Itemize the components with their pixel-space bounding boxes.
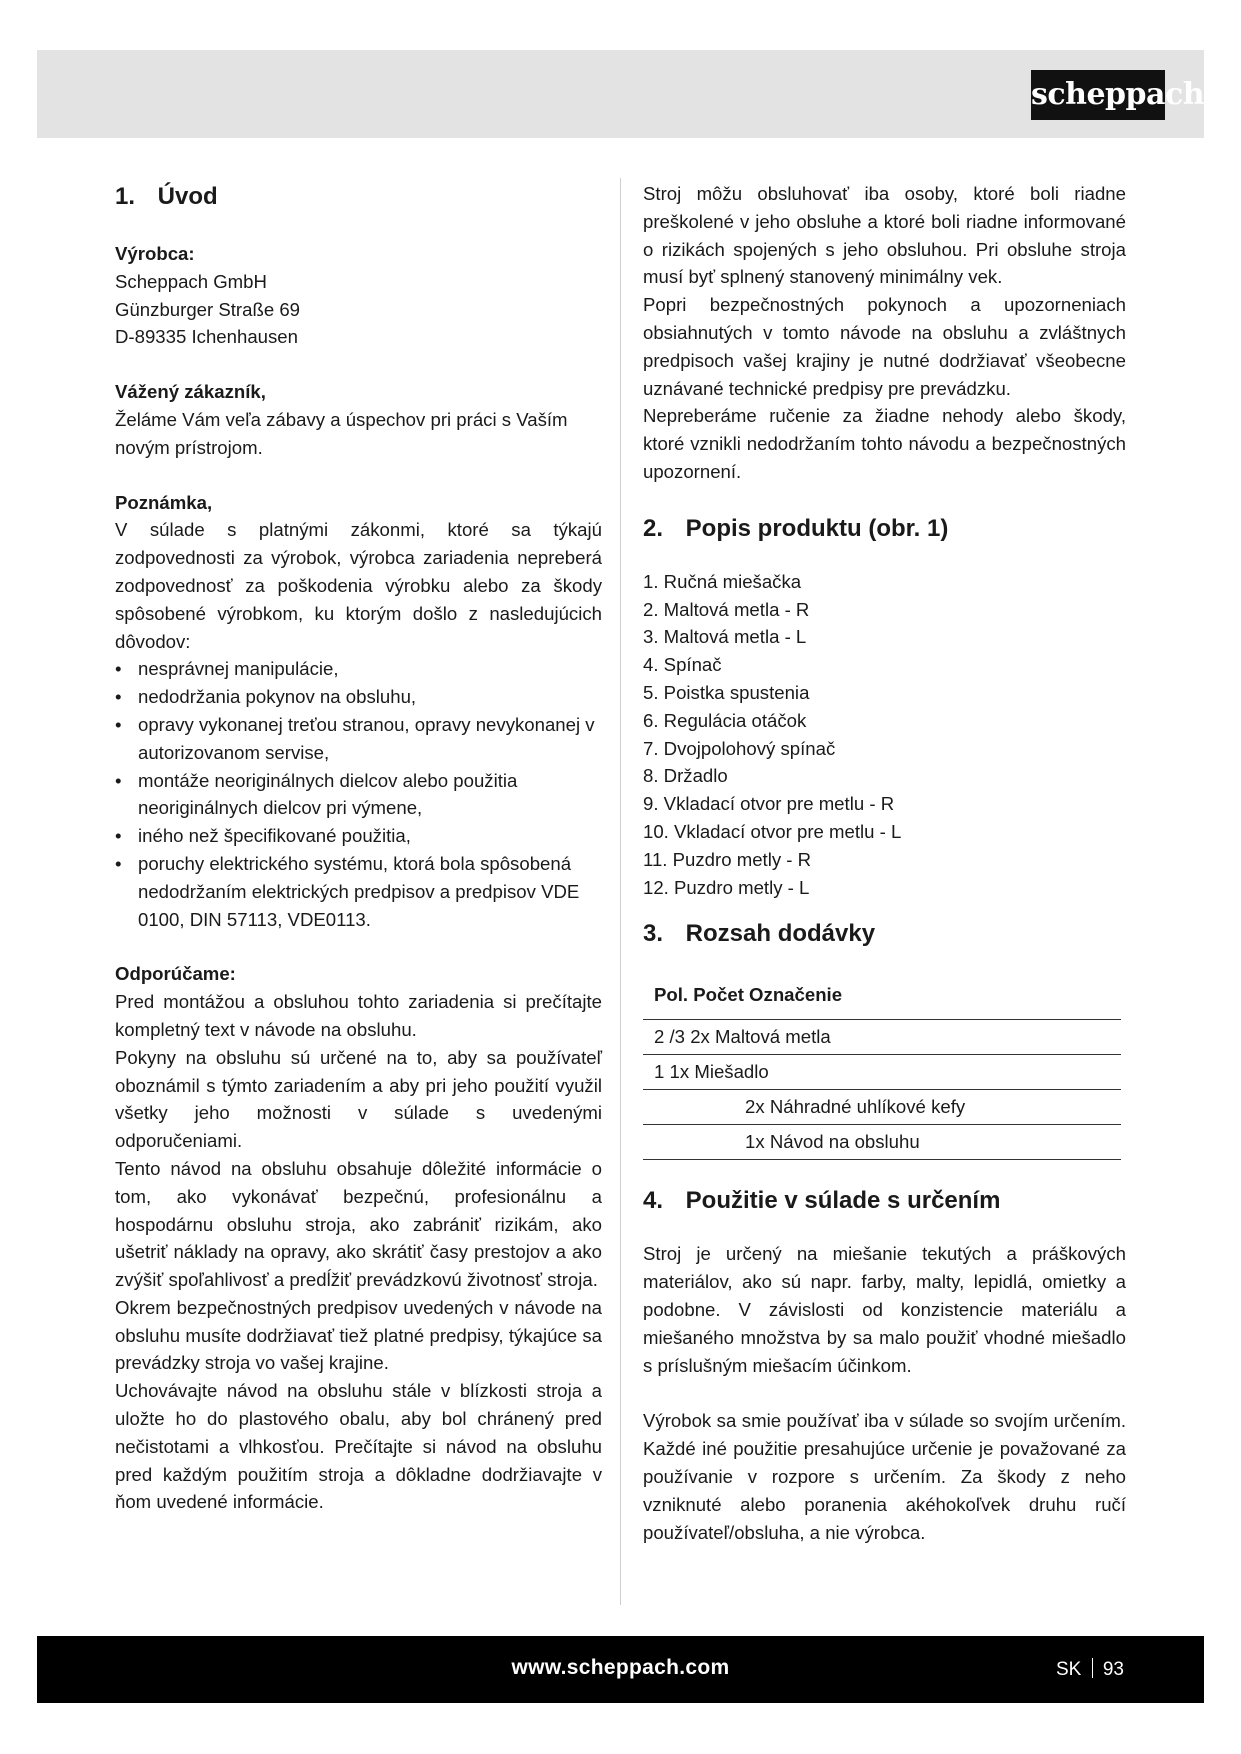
manufacturer-line: Günzburger Straße 69: [115, 298, 301, 320]
list-item: • montáže neoriginálnych dielcov alebo použitia neoriginálnych dielcov pri výmene,: [115, 767, 602, 823]
safety-paragraph: Stroj môžu obsluhovať iba osoby, ktoré boli riadne preškolené v jeho obsluhe a ktoré boli riadne informované o rizikách spojených s jeho obsluhou. Pri obsluhe stroja musí byť splnený stanovený minimálny vek.: [643, 183, 1126, 288]
safety-paragraph: Nepreberáme ručenie za žiadne nehody alebo škody, ktoré vznikli nedodržaním tohto návodu a bezpečnostných upozornení.: [643, 405, 1126, 482]
list-item: 7. Dvojpolohový spínač: [643, 737, 836, 759]
table-cell: [643, 1125, 1121, 1160]
language-code: SK: [1055, 1659, 1082, 1680]
designation-value: Miešadlo: [694, 1061, 769, 1083]
note-text: V súlade s platnými zákonmi, ktoré sa týkajú zodpovednosti za výrobok, výrobca zariadenia nepreberá zodpovednosť za poškodenia výrobku alebo za škody spôsobené výrobkom, ku ktorým došlo z nasledujúcich dôvodov:: [115, 519, 602, 652]
recommend-paragraph: Okrem bezpečnostných predpisov uvedených v návode na obsluhu musíte dodržiavať tiež platné predpisy, týkajúce sa prevádzky stroja vo vašej krajine.: [115, 1296, 602, 1374]
list-item: • nesprávnej manipulácie,: [115, 655, 602, 683]
list-item: 11. Puzdro metly - R: [643, 848, 812, 870]
footer-website-link[interactable]: www.scheppach.com: [511, 1656, 730, 1679]
list-item: 2. Maltová metla - R: [643, 598, 810, 620]
list-item: • nedodržania pokynov na obsluhu,: [115, 683, 602, 711]
count-value: 2x: [690, 1026, 710, 1048]
recommend-paragraph: Pokyny na obsluhu sú určené na to, aby sa používateľ oboznámil s týmto zariadením a aby pri jeho použití využil všetky jeho možnosti v súlade s uvedenými odporučeniami.: [115, 1046, 602, 1152]
recommend-paragraph: Uchovávajte návod na obsluhu stále v blízkosti stroja a uložte ho do plastového obalu, aby bol chránený pred nečistotami a vlhkosťou. Prečítajte si návod na obsluhu pred každým použitím stroja a dôkladne dodržiavajte v ňom uvedené informácie.: [115, 1380, 602, 1513]
table-row: [643, 1090, 1121, 1125]
count-value: 1x: [669, 1061, 690, 1083]
page-number: 93: [1102, 1659, 1124, 1680]
heading-number: 4.: [643, 1187, 664, 1215]
right-column: [643, 180, 1126, 1546]
section-heading-product: [643, 512, 1126, 546]
list-item: 10. Vkladací otvor pre metlu - L: [643, 820, 902, 842]
heading-number: 3.: [643, 920, 664, 948]
pos-value: 2 /3: [654, 1026, 686, 1048]
heading-title: Použitie v súlade s určením: [685, 1187, 1001, 1215]
table-header-cell: Pol. Počet Označenie: [643, 971, 1121, 1020]
manufacturer-label: Výrobca:: [115, 243, 195, 264]
designation-value: Náhradné uhlíkové kefy: [769, 1096, 966, 1118]
heading-title: Rozsah dodávky: [685, 920, 876, 948]
manufacturer-line: Scheppach GmbH: [115, 270, 267, 292]
list-item: • poruchy elektrického systému, ktorá bola spôsobená nedodržaním elektrických predpisov a predpisov VDE 0100, DIN 57113, VDE0113.: [115, 850, 602, 933]
list-item: • opravy vykonanej treťou stranou, opravy nevykonanej v autorizovanom servise,: [115, 711, 602, 767]
list-item: 6. Regulácia otáčok: [643, 709, 807, 731]
note-label: Poznámka,: [115, 491, 213, 513]
heading-title: Popis produktu (obr. 1): [685, 514, 949, 542]
page-indicator: [1056, 1658, 1124, 1681]
table-row: [643, 1125, 1121, 1160]
list-item: 8. Držadlo: [643, 765, 728, 787]
table-cell: [643, 1055, 1121, 1090]
table-cell: [643, 1090, 1121, 1125]
recommend-paragraph: Tento návod na obsluhu obsahuje dôležité informácie o tom, ako vykonávať bezpečnú, profesionálnu a hospodárnu obsluhu stroja, ako zabrániť rizikám, ako ušetriť náklady na opravy, ako skrátiť časy prestojov a ako zvýšiť spoľahlivosť a predĺžiť prevádzkovú životnosť stroja.: [115, 1157, 602, 1291]
footer-bar: [37, 1636, 1204, 1703]
list-item: 3. Maltová metla - L: [643, 626, 807, 648]
designation-value: Návod na obsluhu: [769, 1131, 920, 1153]
heading-number: 1.: [115, 183, 136, 210]
recommend-paragraph: Pred montážou a obsluhou tohto zariadenia si prečítajte kompletný text v návode na obsluhu.: [115, 991, 602, 1040]
heading-title: Úvod: [157, 183, 218, 210]
left-column: [115, 180, 602, 1516]
note-bullet-list: [115, 655, 602, 933]
scheppach-logo: scheppach: [1031, 70, 1165, 120]
list-item: 12. Puzdro metly - L: [643, 876, 810, 898]
parts-list: [643, 568, 1126, 902]
count-value: 2x: [745, 1096, 765, 1118]
intended-use-paragraph: Stroj je určený na miešanie tekutých a práškových materiálov, ako sú napr. farby, malty, lepidlá, omietky a podobne. V závislosti od konzistencie materiálu a miešaného množstva by sa malo použiť vhodné miešadlo s príslušným miešacím účinkom.: [643, 1243, 1126, 1376]
section-heading-intro: [115, 180, 602, 214]
count-value: 1x: [745, 1131, 765, 1153]
intended-use-paragraph: Výrobok sa smie používať iba v súlade so svojím určením. Každé iné použitie presahujúce určenie je považované za používanie v rozpore s určením. Za škody z neho vzniknuté alebo poranenia akéhokoľvek druhu ručí používateľ/obsluha, a nie výrobca.: [643, 1410, 1126, 1543]
list-item: • iného než špecifikované použitia,: [115, 822, 602, 850]
table-header-row: [643, 971, 1121, 1020]
column-divider: [620, 178, 621, 1605]
list-item: 4. Spínač: [643, 654, 722, 676]
manufacturer-line: D-89335 Ichenhausen: [115, 326, 298, 348]
table-row: [643, 1055, 1121, 1090]
table-row: [643, 1020, 1121, 1055]
list-item: 5. Poistka spustenia: [643, 681, 810, 703]
page-separator: [1092, 1658, 1093, 1678]
list-item: 1. Ručná miešačka: [643, 570, 802, 592]
header-band: [37, 50, 1204, 138]
list-item: 9. Vkladací otvor pre metlu - R: [643, 793, 895, 815]
designation-value: Maltová metla: [715, 1026, 831, 1048]
customer-text: Želáme Vám veľa zábavy a úspechov pri práci s Vaším novým prístrojom.: [115, 408, 568, 458]
pos-value: 1: [654, 1061, 665, 1083]
section-heading-delivery: [643, 917, 1126, 951]
recommend-label: Odporúčame:: [115, 963, 236, 985]
table-cell: [643, 1020, 1121, 1055]
delivery-table: [643, 971, 1121, 1160]
customer-label: Vážený zákazník,: [115, 381, 266, 403]
safety-paragraph: Popri bezpečnostných pokynoch a upozorneniach obsiahnutých v tomto návode na obsluhu a zvláštnych predpisoch vašej krajiny je nutné dodržiavať všeobecne uznávané technické predpisy pre prevádzku.: [643, 294, 1126, 399]
heading-number: 2.: [643, 514, 664, 542]
section-heading-intended-use: [643, 1184, 1126, 1218]
